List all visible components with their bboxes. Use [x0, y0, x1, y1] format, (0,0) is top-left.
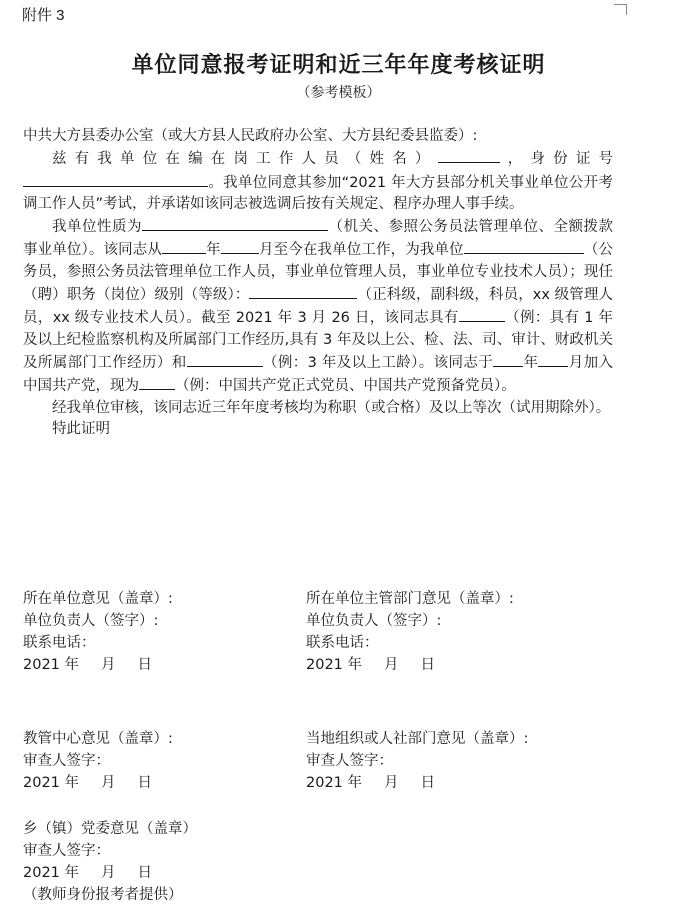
recipient-line: 中共大方县委办公室（或大方县人民政府办公室、大方县纪委县监委）:: [23, 128, 478, 144]
party-status-blank: [139, 374, 175, 390]
p2-text-d: 月至今在我单位工作，为我单位: [258, 242, 464, 259]
signature-block-township: [23, 818, 197, 906]
sig3-opinion: 教管中心意见（盖章）:: [23, 731, 173, 747]
p2-text-h: （例：3 年及以上工龄）。该同志于: [262, 354, 494, 371]
p2-text-e: （公务员，参照公务员法管理单位工作人员，事业单位管理人员，事业单位专业技术人员）；现任（聘）职务（岗位）级别（等级）：: [23, 242, 614, 304]
sig1-phone: 联系电话：: [23, 635, 96, 651]
paragraph-identity: [23, 147, 613, 215]
p1-text-a: 兹有我单位在编在岗工作人员（姓名）: [52, 151, 438, 168]
sig5-reviewer: 审查人签字：: [23, 843, 110, 859]
sig1-opinion: 所在单位意见（盖章）:: [23, 591, 173, 607]
sig2-leader: 单位负责人（签字）:: [306, 613, 442, 629]
signature-block-unit: [23, 588, 173, 676]
p2-text-j: 月加入中国共产党，现为: [23, 354, 614, 395]
unit-nature-blank: [142, 215, 328, 231]
document-subtitle: （参考模板）: [296, 85, 381, 101]
sig4-date: 2021 年 月 日: [306, 775, 436, 791]
paragraph-unit-info: [23, 215, 613, 397]
sig4-reviewer: 审查人签字：: [306, 753, 393, 769]
start-month-blank: [221, 238, 259, 254]
p2-text-b: （机关、参照公务员法管理单位、全额拨款事业单位）。该同志从: [23, 219, 613, 259]
sig5-date: 2021 年 月 日: [23, 865, 153, 881]
paragraph-assessment: 经我单位审核，该同志近三年年度考核均为称职（或合格）及以上等次（试用期除外）。: [52, 399, 611, 416]
p2-text-f: （正科级，副科级，科员，xx 级管理人员，xx 级专业技术人员）。截至 2021 年 3 月 26 日，该同志具有: [23, 287, 613, 327]
sig4-opinion: 当地组织或人社部门意见（盖章）:: [306, 731, 529, 747]
work-years-blank: [187, 351, 263, 367]
sig1-leader: 单位负责人（签字）:: [23, 613, 159, 629]
start-year-blank: [162, 238, 206, 254]
p2-text-k: （例：中国共产党正式党员、中国共产党预备党员）。: [175, 378, 516, 395]
sig3-reviewer: 审查人签字：: [23, 753, 110, 769]
signature-block-education: [23, 728, 173, 794]
sig3-date: 2021 年 月 日: [23, 775, 153, 791]
page-corner-mark: [614, 4, 627, 15]
experience-blank: [459, 306, 505, 322]
paragraph-certify: 特此证明: [52, 420, 110, 437]
p1-text-b: ，身份证号: [499, 151, 614, 168]
p2-text-a: 我单位性质为: [52, 219, 142, 236]
document-body: [23, 126, 613, 440]
p2-text-c: 年: [206, 242, 221, 259]
rank-blank: [249, 283, 357, 299]
party-year-blank: [493, 351, 523, 367]
p2-text-g: （例：具有 1 年及以上纪检监察机构及所属部门工作经历,具有 3 年及以上公、检、法、司、审计、财政机关及所属部门工作经历）和: [23, 310, 613, 371]
sig2-date: 2021 年 月 日: [306, 657, 436, 673]
p2-text-i: 年: [523, 354, 539, 371]
party-month-blank: [538, 351, 568, 367]
sig5-note: （教师身份报考者提供）: [23, 887, 183, 903]
sig2-opinion: 所在单位主管部门意见（盖章）:: [306, 591, 514, 607]
id-number-blank: [23, 171, 208, 187]
sig1-date: 2021 年 月 日: [23, 657, 153, 673]
position-type-blank: [464, 238, 584, 254]
sig5-opinion: 乡（镇）党委意见（盖章）: [23, 821, 197, 837]
name-blank: [438, 147, 500, 163]
attachment-label: 附件 3: [22, 7, 65, 24]
sig2-phone: 联系电话：: [306, 635, 379, 651]
document-title: 单位同意报考证明和近三年年度考核证明: [131, 53, 546, 78]
signature-block-organization: [306, 728, 528, 794]
p1-text-c: 。我单位同意其参加“2021 年大方县部分机关事业单位公开考调工作人员”考试，并承诺如该同志被选调后按有关规定、程序办理人事手续。: [23, 174, 613, 212]
signature-block-supervisor: [306, 588, 514, 676]
